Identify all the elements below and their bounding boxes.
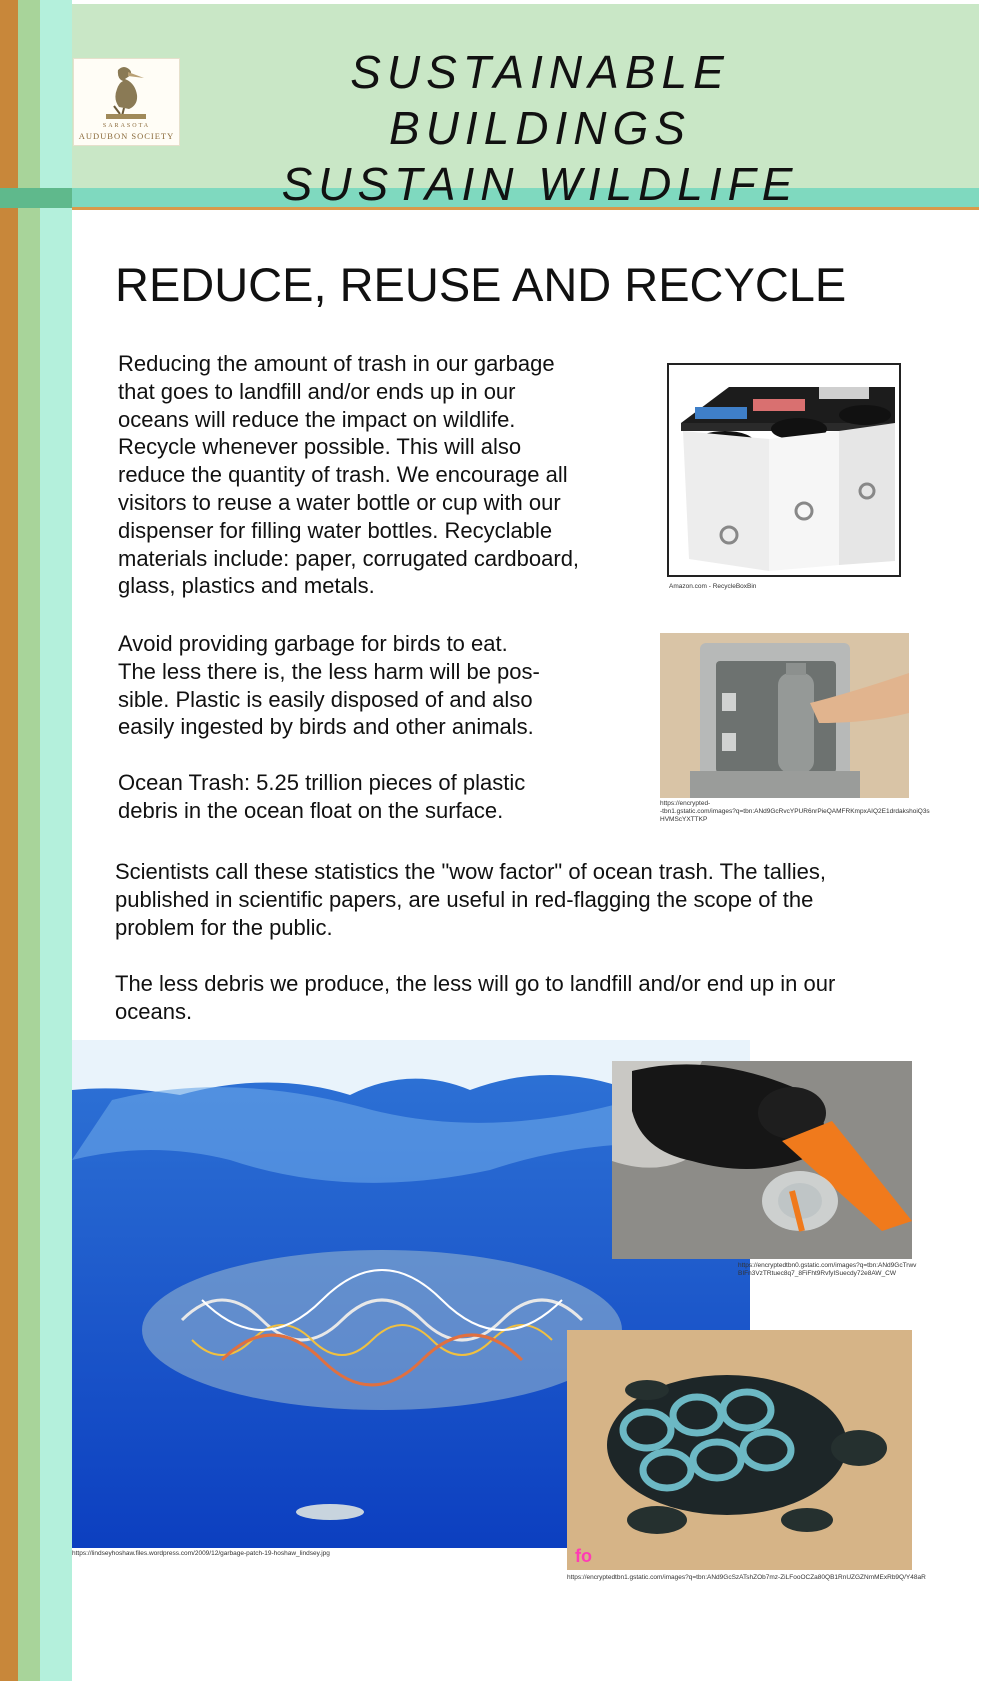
text-line: materials include: paper, corrugated cardboard, — [118, 545, 580, 571]
water-dispenser-photo — [660, 633, 909, 798]
left-stripe-orange — [0, 0, 18, 1681]
text-line: Avoid providing garbage for birds to eat. — [118, 631, 508, 656]
text-line: Ocean Trash: 5.25 trillion pieces of plastic — [118, 770, 526, 795]
logo-name-text: AUDUBON SOCIETY — [78, 131, 175, 141]
section-heading: REDUCE, REUSE AND RECYCLE — [115, 258, 847, 311]
paragraph-less-debris — [115, 970, 835, 1026]
text-line: The less there is, the less harm will be pos- — [118, 658, 540, 684]
page-title — [190, 44, 890, 212]
text-line: Scientists call these statistics the "wow factor" of ocean trash. The tallies, — [115, 859, 826, 884]
text-line: problem for the public. — [115, 914, 333, 940]
paragraph-wow-factor — [115, 858, 826, 941]
title-line-1: SUSTAINABLE BUILDINGS — [350, 46, 730, 154]
caption-line: BIFn3VzTRtuec8q7_8FiFht9RvfyISuecdy72e8AW_CW — [738, 1270, 896, 1277]
text-line: Recycle whenever possible. This will also — [118, 434, 522, 460]
text-line: sible. Plastic is easily disposed of and also — [118, 686, 533, 712]
ocean-photo-caption: https://lindseyhoshaw.files.wordpress.com/2009/12/garbage-patch-19-hoshaw_lindsey.jpg — [72, 1550, 330, 1557]
svg-text:fo: fo — [575, 1546, 592, 1566]
text-line: The less debris we produce, the less will go to landfill and/or end up in our — [115, 971, 836, 996]
bird-photo-caption — [738, 1262, 916, 1278]
text-line: dispenser for filling water bottles. Recyclable — [118, 517, 553, 543]
left-stripe-green — [18, 0, 40, 1681]
dispenser-photo-caption — [660, 800, 930, 824]
header-accent-bar-left — [0, 188, 72, 208]
caption-line: HVMScYXTTKP — [660, 816, 708, 823]
left-stripe-mint — [40, 0, 72, 1681]
text-line: glass, plastics and metals. — [118, 573, 375, 599]
paragraph-garbage-birds — [118, 630, 540, 741]
turtle-with-ring-photo — [567, 1330, 912, 1570]
turtle-photo-caption: https://encryptedtbn1.gstatic.com/images?q=tbn:ANd9GcSzATshZOb7mz-ZiLFooOCZa80QB1RnUZGZNmMExRb9Q/Y48aR — [567, 1574, 926, 1581]
logo-top-text: SARASOTA — [102, 123, 151, 129]
text-line: easily ingested by birds and other animals. — [118, 714, 534, 740]
pelican-icon — [100, 62, 156, 122]
paragraph-ocean-trash — [118, 769, 525, 825]
paragraph-recycling — [118, 350, 579, 600]
text-line: reduce the quantity of trash. We encourage all — [118, 462, 568, 488]
text-line: Reducing the amount of trash in our garbage — [118, 351, 555, 376]
audubon-logo — [73, 58, 180, 146]
bird-with-plastic-photo — [612, 1061, 912, 1259]
text-line: published in scientific papers, are useful in red-flagging the scope of the — [115, 886, 814, 912]
caption-line: -tbn1.gstatic.com/images?q=tbn:ANd9GcRvcYPUR6nrPieQAMFRKmpxAIQ2E1drdakshoiQ3s — [660, 808, 930, 815]
text-line: oceans. — [115, 998, 193, 1024]
text-line: debris in the ocean float on the surface. — [118, 797, 504, 823]
text-line: visitors to reuse a water bottle or cup with our — [118, 489, 561, 515]
caption-line: https://encrypted- — [660, 800, 711, 807]
title-line-2: SUSTAIN WILDLIFE — [281, 158, 799, 210]
text-line: that goes to landfill and/or ends up in our — [118, 378, 516, 404]
text-line: oceans will reduce the impact on wildlife. — [118, 406, 516, 432]
recycle-bin-photo — [667, 363, 901, 577]
caption-line: https://encryptedtbn0.gstatic.com/images?q=tbn:ANd9GcTrwv — [738, 1262, 917, 1269]
bin-photo-caption: Amazon.com - RecycleBoxBin — [669, 583, 757, 590]
